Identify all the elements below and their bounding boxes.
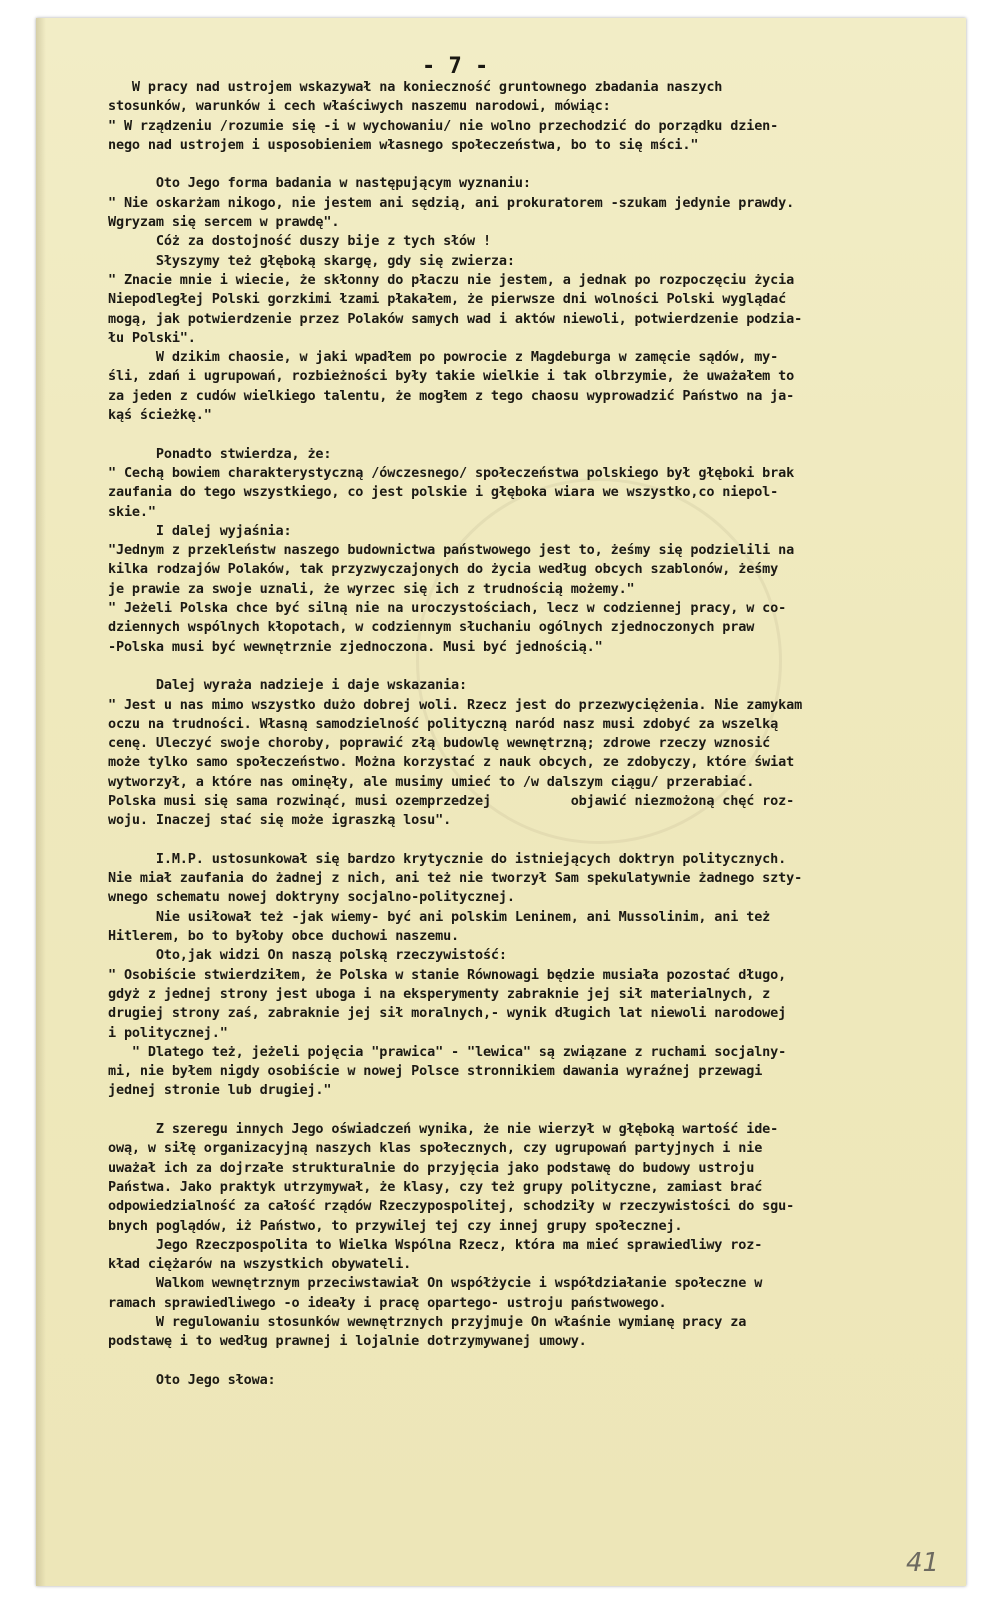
- text-line: wnego schematu nowej doktryny socjalno-politycznej.: [108, 889, 515, 906]
- text-line: cenę. Uleczyć swoje choroby, poprawić złą budowlę wewnętrzną; zdrowe rzeczy wznosić: [108, 735, 771, 752]
- text-line: Oto,jak widzi On naszą polską rzeczywistość:: [108, 947, 507, 964]
- text-line: stosunków, warunków i cech właściwych naszemu narodowi, mówiąc:: [108, 98, 611, 115]
- text-line: Państwa. Jako praktyk utrzymywał, że klasy, czy też grupy polityczne, zamiast brać: [108, 1178, 763, 1195]
- text-line: ramach sprawiedliwego -o ideały i pracę opartego- ustroju państwowego.: [108, 1294, 667, 1311]
- text-line: jednej stronie lub drugiej.": [108, 1082, 332, 1099]
- paragraph-gap: [108, 155, 958, 174]
- text-line: " Cechą bowiem charakterystyczną /ówczesnego/ społeczeństwa polskiego był głęboki brak: [108, 464, 795, 481]
- text-line: Nie miał zaufania do żadnej z nich, ani też nie tworzył Sam spekulatywnie żadnego szty-: [108, 870, 803, 887]
- text-line: Dalej wyraża nadzieje i daje wskazania:: [108, 677, 467, 694]
- text-line: drugiej strony zaś, zabraknie jej sił moralnych,- wynik długich lat niewoli narodowej: [108, 1005, 787, 1022]
- text-line: kład ciężarów na wszystkich obywateli.: [108, 1256, 412, 1273]
- text-line: Wgryzam się sercem w prawdę".: [108, 214, 340, 231]
- text-line: Polska musi się sama rozwinąć, musi ozemprzedzej objawić niezmożoną chęć roz-: [108, 792, 795, 809]
- handwritten-folio-number: 41: [906, 1548, 940, 1578]
- text-line: Oto Jego forma badania w następującym wyznaniu:: [108, 175, 531, 192]
- text-line: I.M.P. ustosunkował się bardzo krytycznie do istniejących doktryn politycznych.: [108, 850, 787, 867]
- paragraph-gap: [108, 1101, 958, 1120]
- text-line: zaufania do tego wszystkiego, co jest polskie i głęboka wiara we wszystko,co niepol-: [108, 484, 779, 501]
- text-line: bnych poglądów, iż Państwo, to przywilej tej czy innej grupy społecznej.: [108, 1217, 683, 1234]
- text-line: łu Polski".: [108, 329, 196, 346]
- text-line: uważał ich za dojrzałe strukturalnie do przyjęcia jako podstawę do budowy ustroju: [108, 1159, 755, 1176]
- paragraph-gap: [108, 425, 958, 444]
- text-line: Cóż za dostojność duszy bije z tych słów !: [108, 233, 491, 250]
- page-edge-shadow: [36, 18, 46, 1586]
- text-line: W pracy nad ustrojem wskazywał na konieczność gruntownego zbadania naszych: [108, 79, 723, 95]
- text-line: Słyszymy też głęboką skargę, gdy się zwierza:: [108, 252, 515, 269]
- text-line: mi, nie byłem nigdy osobiście w nowej Polsce stronnikiem dawania wyraźnej przewagi: [108, 1063, 763, 1080]
- text-line: odpowiedzialność za całość rządów Rzeczypospolitej, schodziły w rzeczywistości do sgu-: [108, 1198, 795, 1215]
- text-line: mogą, jak potwierdzenie przez Polaków samych wad i aktów niewoli, potwierdzenie podzia-: [108, 310, 803, 327]
- text-line: " Znacie mnie i wiecie, że skłonny do płaczu nie jestem, a jednak po rozpoczęciu życia: [108, 271, 795, 288]
- text-line: dziennych wspólnych kłopotach, w codziennym słuchaniu ogólnych zjednoczonych praw: [108, 619, 755, 636]
- text-line: " Nie oskarżam nikogo, nie jestem ani sędzią, ani prokuratorem -szukam jedynie prawdy.: [108, 194, 795, 211]
- text-line: gdyż z jednej strony jest uboga i na eksperymenty zabraknie jej sił materialnych, z: [108, 985, 771, 1002]
- text-line: Oto Jego słowa:: [108, 1371, 276, 1388]
- text-line: śli, zdań i ugrupowań, rozbieżności były takie wielkie i tak olbrzymie, że uważałem to: [108, 368, 795, 385]
- text-line: "Jednym z przekleństw naszego budownictwa państwowego jest to, żeśmy się podzielili na: [108, 542, 795, 559]
- text-line: może tylko samo społeczeństwo. Można korzystać z nauk obcych, ze zdobyczy, które świat: [108, 754, 795, 771]
- paragraph-gap: [108, 657, 958, 676]
- text-line: I dalej wyjaśnia:: [108, 522, 292, 539]
- text-line: kilka rodzajów Polaków, tak przyzwyczajonych do życia według obcych szablonów, żeśmy: [108, 561, 779, 578]
- text-line: je prawie za swoje uznali, że wyrzec się ich z trudnością możemy.": [108, 580, 635, 597]
- text-line: " Jest u nas mimo wszystko dużo dobrej woli. Rzecz jest do przezwyciężenia. Nie zamykam: [108, 696, 803, 713]
- text-line: " W rządzeniu /rozumie się -i w wychowaniu/ nie wolno przechodzić do porządku dzien-: [108, 117, 779, 134]
- text-line: za jeden z cudów wielkiego talentu, że mogłem z tego chaosu wyprowadzić Państwo na ja-: [108, 387, 795, 404]
- paragraph-gap: [108, 1352, 958, 1371]
- document-page: [36, 18, 966, 1586]
- text-line: " Dlatego też, jeżeli pojęcia "prawica" - "lewica" są związane z ruchami socjalny-: [108, 1043, 787, 1060]
- text-line: wytworzył, a które nas ominęły, ale musimy umieć to /w dalszym ciągu/ przerabiać.: [108, 773, 755, 790]
- text-line: W dzikim chaosie, w jaki wpadłem po powrocie z Magdeburga w zamęcie sądów, my-: [108, 349, 779, 366]
- text-line: -Polska musi być wewnętrznie zjednoczona. Musi być jednością.": [108, 638, 603, 655]
- typewritten-body: [108, 78, 958, 1390]
- text-line: nego nad ustrojem i usposobieniem własnego społeczeństwa, bo to się mści.": [108, 136, 699, 153]
- text-line: Walkom wewnętrznym przeciwstawiał On współżycie i współdziałanie społeczne w: [108, 1275, 763, 1292]
- text-line: Niepodległej Polski gorzkimi łzami płakałem, że pierwsze dni wolności Polski wyglądać: [108, 291, 787, 308]
- text-line: woju. Inaczej stać się może igraszką losu".: [108, 812, 452, 829]
- text-line: Ponadto stwierdza, że:: [108, 445, 332, 462]
- text-line: " Osobiście stwierdziłem, że Polska w stanie Równowagi będzie musiała pozostać długo,: [108, 966, 787, 983]
- text-line: skie.": [108, 503, 156, 520]
- text-line: kąś ścieżkę.": [108, 407, 212, 424]
- text-line: Hitlerem, bo to byłoby obce duchowi naszemu.: [108, 928, 460, 945]
- text-line: " Jeżeli Polska chce być silną nie na uroczystościach, lecz w codziennej pracy, w co-: [108, 600, 787, 617]
- text-line: podstawę i to według prawnej i lojalnie dotrzymywanej umowy.: [108, 1333, 587, 1350]
- text-line: ową, w siłę organizacyjną naszych klas społecznych, czy ugrupowań partyjnych i nie: [108, 1140, 763, 1157]
- text-line: Jego Rzeczpospolita to Wielka Wspólna Rzecz, która ma mieć sprawiedliwy roz-: [108, 1236, 763, 1253]
- text-line: i politycznej.": [108, 1024, 228, 1041]
- text-line: Z szeregu innych Jego oświadczeń wynika, że nie wierzył w głęboką wartość ide-: [108, 1121, 779, 1138]
- text-line: W regulowaniu stosunków wewnętrznych przyjmuje On właśnie wymianę pracy za: [108, 1314, 747, 1330]
- page-number: - 7 -: [422, 54, 489, 79]
- paragraph-gap: [108, 831, 958, 850]
- text-line: oczu na trudności. Własną samodzielność polityczną naród nasz musi zdobyć za wszelką: [108, 715, 779, 732]
- text-line: Nie usiłował też -jak wiemy- być ani polskim Leninem, ani Mussolinim, ani też: [108, 908, 771, 925]
